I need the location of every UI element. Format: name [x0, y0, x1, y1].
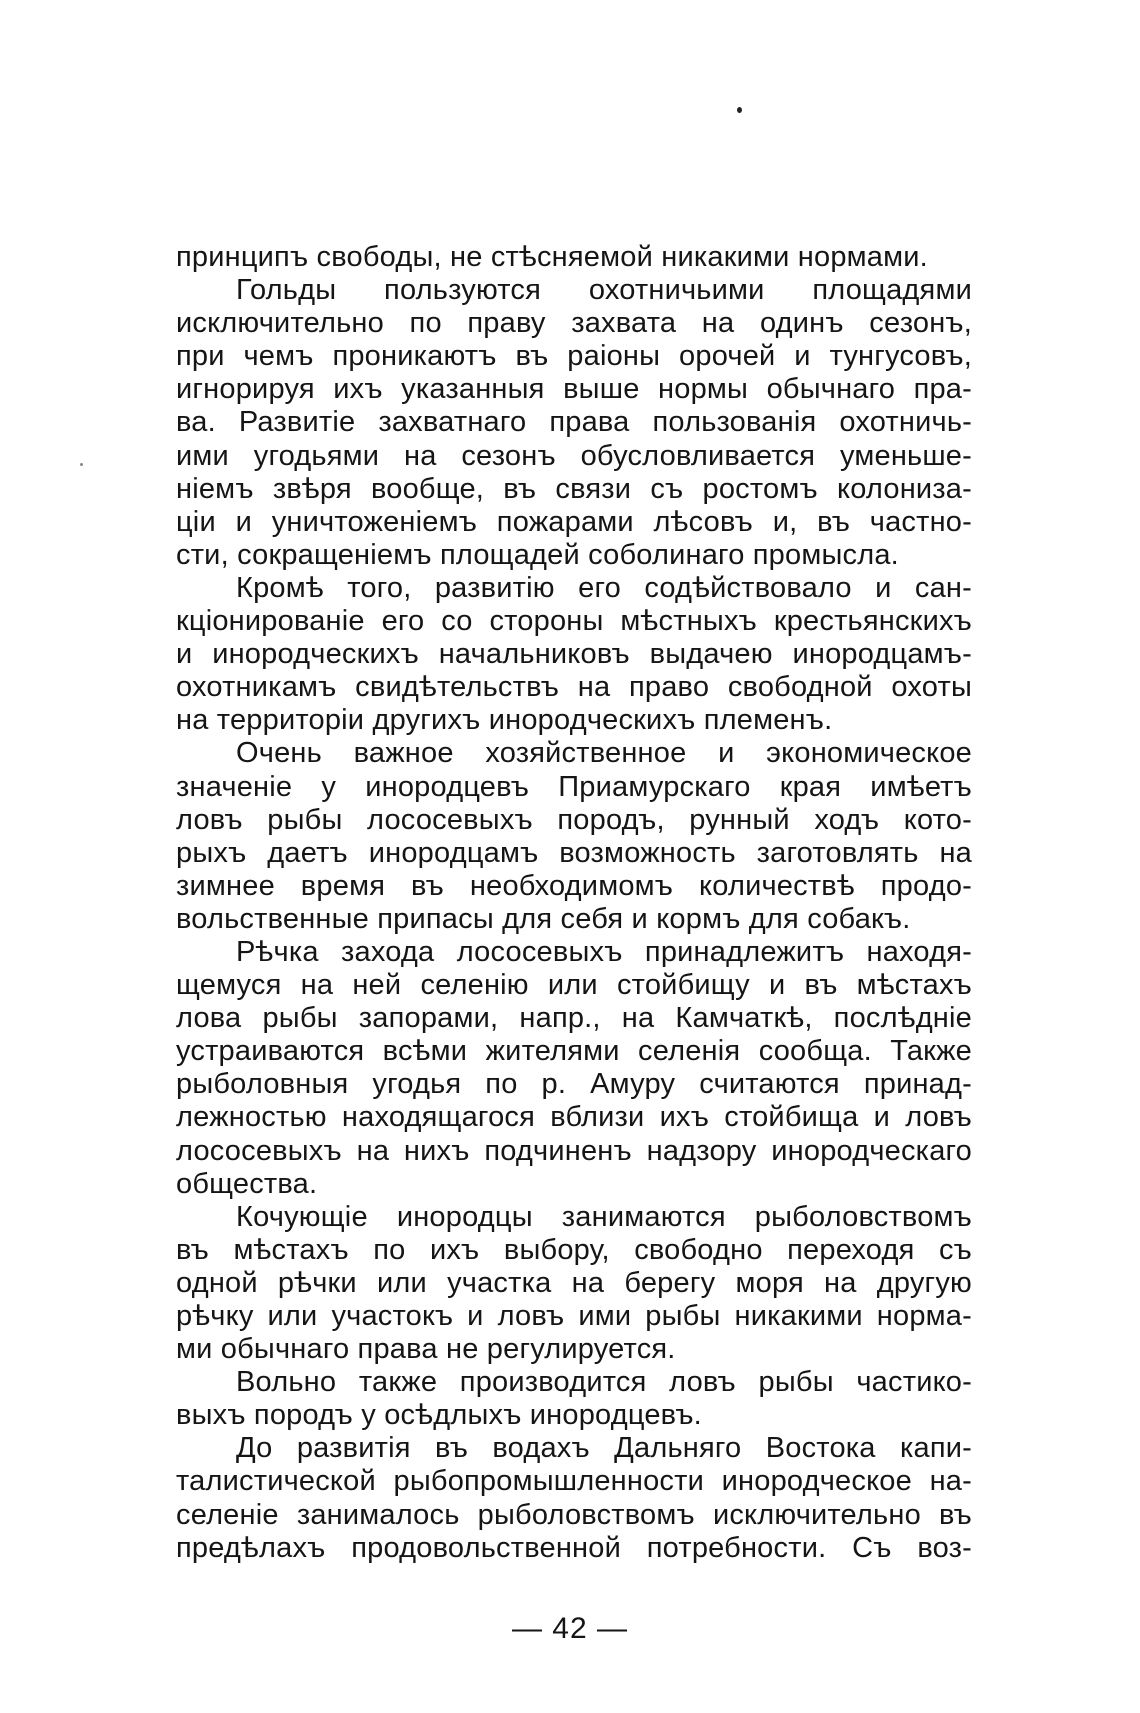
text-line: Гольды пользуются охотничьими площадями: [236, 274, 972, 307]
text-line: игнорируя ихъ указанныя выше нормы обычнаго пра-: [176, 373, 972, 406]
text-line: Кочующіе инородцы занимаются рыболовствомъ: [236, 1200, 972, 1233]
text-line: значеніе у инородцевъ Приамурскаго края имѣетъ: [176, 770, 972, 803]
text-line: одной рѣчки или участка на берегу моря на другую: [176, 1266, 972, 1299]
ink-speck: [80, 463, 83, 466]
text-line: выхъ породъ у осѣдлыхъ инородцевъ.: [176, 1399, 702, 1432]
text-line: Очень важное хозяйственное и экономическое: [236, 737, 972, 770]
text-line: вольственные припасы для себя и кормъ для собакъ.: [176, 902, 911, 935]
text-line: Кромѣ того, развитію его содѣйствовало и сан-: [236, 571, 972, 604]
text-line: и инородческихъ начальниковъ выдачею инородцамъ-: [176, 638, 972, 671]
text-line: рыболовныя угодья по р. Амуру считаются принад-: [176, 1068, 972, 1101]
text-line: рѣчку или участокъ и ловъ ими рыбы никакими норма-: [176, 1300, 972, 1332]
text-line: предѣлахъ продовольственной потребности. Съ воз-: [176, 1531, 972, 1564]
text-line: селеніе занималось рыболовствомъ исключительно въ: [176, 1498, 972, 1531]
text-line: кціонированіе его со стороны мѣстныхъ крестьянскихъ: [176, 605, 972, 638]
ink-speck: [737, 107, 742, 113]
text-line: Рѣчка захода лососевыхъ принадлежитъ находя-: [236, 935, 972, 968]
text-line: въ мѣстахъ по ихъ выбору, свободно переходя съ: [176, 1233, 972, 1266]
text-line: лежностью находящагося вблизи ихъ стойбища и ловъ: [176, 1101, 972, 1134]
text-line: принципъ свободы, не стѣсняемой никакими нормами.: [176, 241, 928, 273]
text-line: ловъ рыбы лососевыхъ породъ, рунный ходъ кото-: [176, 803, 972, 836]
text-line: устраиваются всѣми жителями селенія сообща. Также: [176, 1035, 972, 1068]
text-line: рыхъ даетъ инородцамъ возможность заготовлять на: [176, 836, 972, 869]
text-line: До развитія въ водахъ Дальняго Востока капи-: [236, 1432, 972, 1465]
text-line: исключительно по праву захвата на одинъ сезонъ,: [176, 307, 972, 340]
text-line: ва. Развитіе захватнаго права пользованія охотничь-: [176, 406, 972, 439]
text-line: лососевыхъ на нихъ подчиненъ надзору инородческаго: [176, 1134, 972, 1167]
text-line: талистической рыбопромышленности инородческое на-: [176, 1465, 972, 1498]
page-number: — 42 —: [511, 1612, 629, 1645]
text-line: охотникамъ свидѣтельствъ на право свободной охоты: [176, 671, 972, 704]
text-line: на территоріи другихъ инородческихъ племенъ.: [176, 704, 833, 737]
text-line: ими угодьями на сезонъ обусловливается уменьше-: [176, 439, 972, 472]
body-text: [176, 241, 972, 1565]
text-line: Вольно также производится ловъ рыбы частико-: [236, 1366, 972, 1399]
text-line: лова рыбы запорами, напр., на Камчаткѣ, послѣдніе: [176, 1002, 972, 1035]
text-line: ніемъ звѣря вообще, въ связи съ ростомъ колониза-: [176, 472, 972, 505]
text-line: при чемъ проникаютъ въ раіоны орочей и тунгусовъ,: [176, 340, 972, 373]
text-line: зимнее время въ необходимомъ количествѣ продо-: [176, 869, 972, 902]
text-line: общества.: [176, 1167, 318, 1200]
text-line: ціи и уничтоженіемъ пожарами лѣсовъ и, въ частно-: [176, 505, 972, 538]
text-line: щемуся на ней селенію или стойбищу и въ мѣстахъ: [176, 969, 972, 1002]
text-line: ми обычнаго права не регулируется.: [176, 1333, 676, 1366]
text-line: сти, сокращеніемъ площадей соболинаго промысла.: [176, 538, 899, 571]
